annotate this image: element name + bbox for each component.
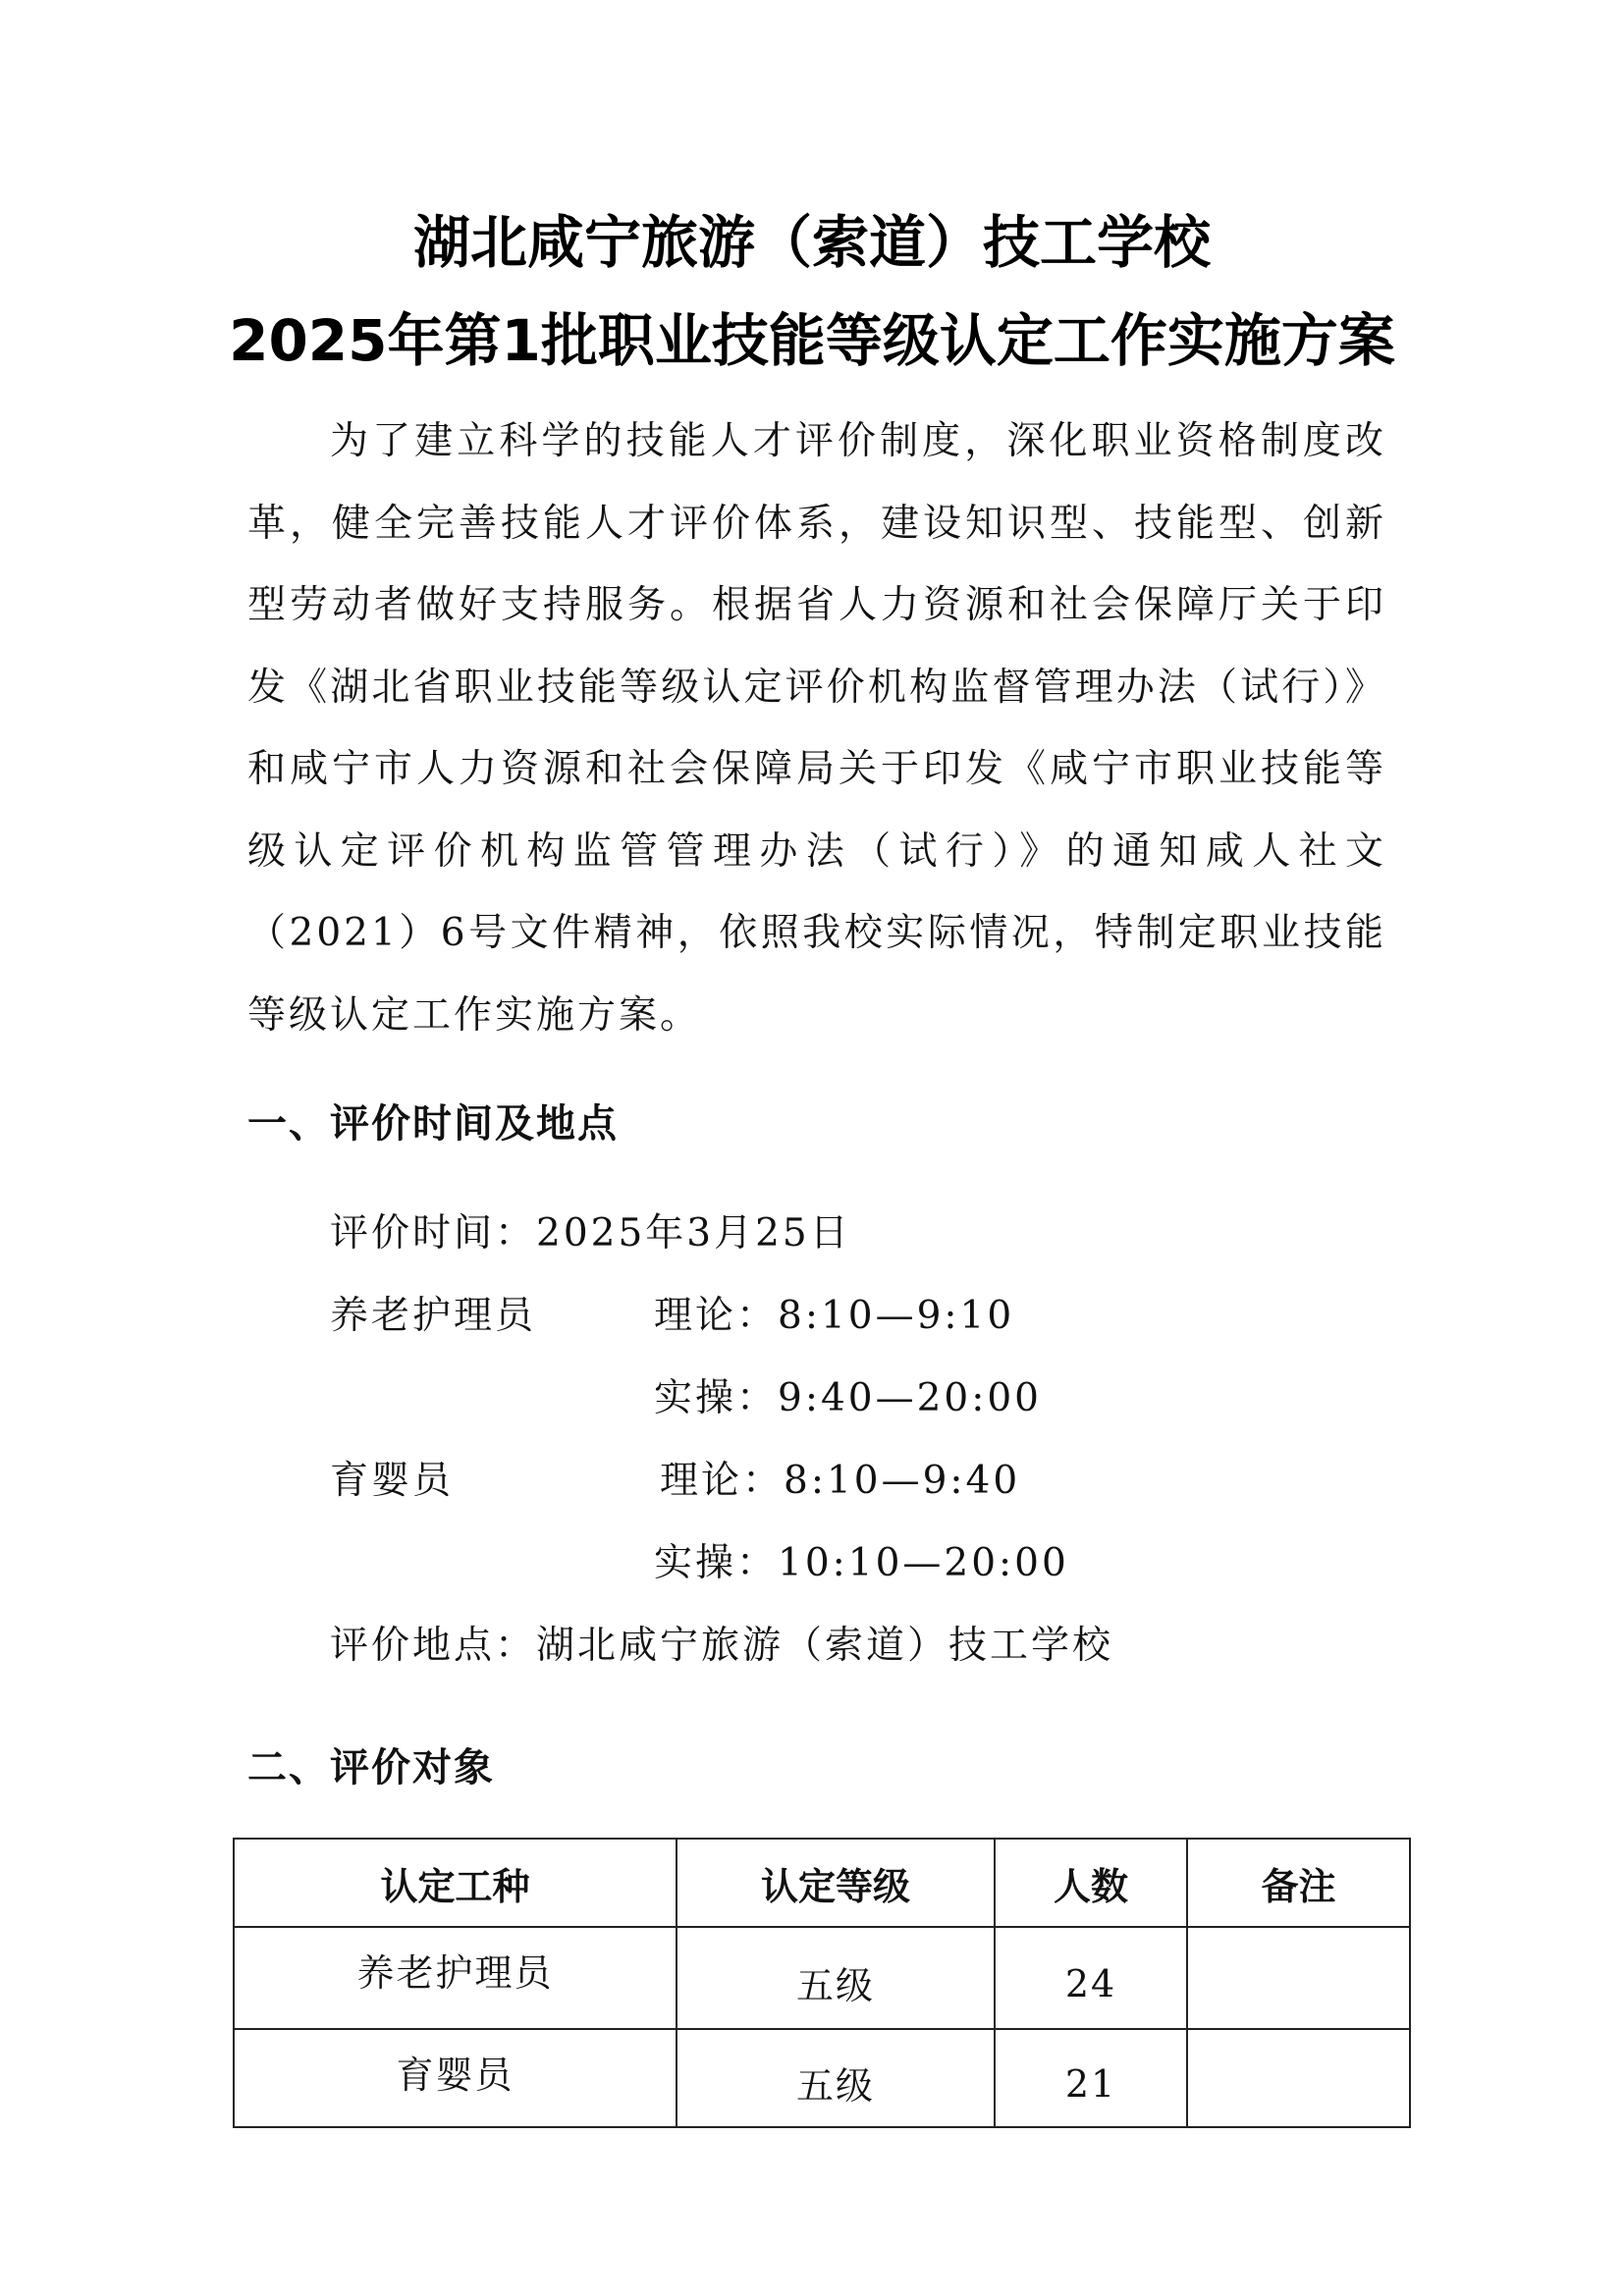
evaluation-date: 评价时间：2025年3月25日	[330, 1211, 851, 1255]
evaluation-targets-table	[233, 1838, 1411, 2128]
table-header-remarks: 备注	[1187, 1839, 1410, 1927]
document-title-line1: 湖北咸宁旅游（索道）技工学校	[412, 209, 1211, 276]
document-title-line2: 2025年第1批职业技能等级认定工作实施方案	[229, 307, 1395, 374]
table-cell-count: 24	[995, 1927, 1187, 2029]
table-row	[234, 1927, 1410, 2029]
section-heading-time-location: 一、评价时间及地点	[247, 1101, 619, 1147]
table-header-level: 认定等级	[677, 1839, 995, 1927]
schedule-occupation-1: 养老护理员	[330, 1294, 537, 1338]
table-cell-remarks	[1187, 2029, 1410, 2127]
table-cell-remarks	[1187, 1927, 1410, 2029]
schedule-theory-2: 理论：8:10—9:40	[660, 1459, 1021, 1503]
table-header-row	[234, 1839, 1410, 1927]
section-heading-evaluation-targets: 二、评价对象	[247, 1745, 495, 1790]
schedule-theory-1: 理论：8:10—9:10	[654, 1294, 1015, 1338]
table-cell-level: 五级	[677, 2029, 995, 2127]
schedule-practice-1: 实操：9:40—20:00	[654, 1376, 1042, 1420]
table-cell-count: 21	[995, 2029, 1187, 2127]
table-cell-occupation: 育婴员	[234, 2029, 677, 2127]
schedule-occupation-2: 育婴员	[330, 1459, 455, 1503]
table-header-count: 人数	[995, 1839, 1187, 1927]
table-header-occupation: 认定工种	[234, 1839, 677, 1927]
table-cell-level: 五级	[677, 1927, 995, 2029]
schedule-practice-2: 实操：10:10—20:00	[654, 1541, 1069, 1585]
intro-paragraph: 为了建立科学的技能人才评价制度，深化职业资格制度改革，健全完善技能人才评价体系，建设知识型、技能型、创新型劳动者做好支持服务。根据省人力资源和社会保障厅关于印发《湖北省职业技能等级认定评价机构监督管理办法（试行）》和咸宁市人力资源和社会保障局关于印发《咸宁市职业技能等级认定评价机构监管管理办法（试行）》的通知咸人社文（2021）6号文件精神，依照我校实际情况，特制定职业技能等级认定工作实施方案。	[247, 419, 1386, 1038]
table-row	[234, 2029, 1410, 2127]
evaluation-location: 评价地点：湖北咸宁旅游（索道）技工学校	[330, 1624, 1114, 1668]
table-cell-occupation: 养老护理员	[234, 1927, 677, 2029]
